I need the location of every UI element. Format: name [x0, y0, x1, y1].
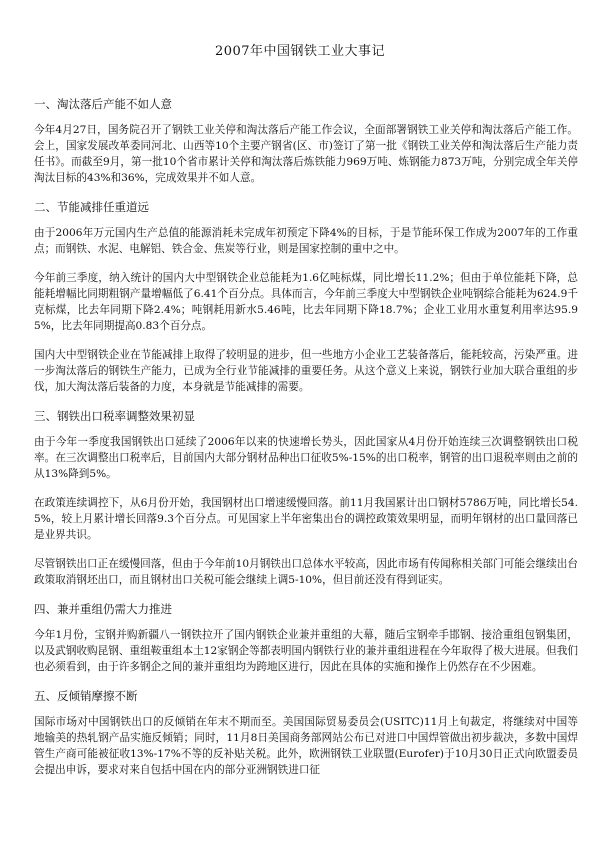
section-heading: 一、淘汰落后产能不如人意: [34, 97, 172, 111]
paragraph: 今年1月份，宝钢并购新疆八一钢铁拉开了国内钢铁企业兼并重组的大幕，随后宝钢牵手邯钢、接洽重组包钢集团，以及武钢收购昆钢、重组鞍重组本土12家钢企等都表明国内钢铁行业的兼并重组进程在今年取得了极大进展。但我们也必须看到，由于许多钢企之间的兼并重组均为跨地区进行，因此在具体的实施和操作上仍然存在不少困难。: [34, 629, 578, 673]
paragraph: 尽管钢铁出口正在缓慢回落，但由于今年前10月钢铁出口总体水平较高，因此市场有传闻称相关部门可能会继续出台政策取消钢坯出口，而且钢材出口关税可能会继续上调5-10%，但目前还没有得到证实。: [34, 558, 578, 586]
section-heading: 五、反倾销摩擦不断: [34, 689, 138, 703]
paragraph: 国内大中型钢铁企业在节能减排上取得了较明显的进步，但一些地方小企业工艺装备落后，能耗较高，污染严重。进一步淘汰落后的钢铁生产能力，已成为全行业节能减排的重要任务。从这个意义上来说，钢铁行业加大联合重组的步伐，加大淘汰落后装备的力度，本身就是节能减排的需要。: [34, 349, 578, 393]
section-5: [34, 688, 578, 778]
paragraph: 在政策连续调控下，从6月份开始，我国钢材出口增速缓慢回落。前11月我国累计出口钢材5786万吨，同比增长54.5%，较上月累计增长回落9.3个百分点。可见国家上半年密集出台的调控政策效果明显，而明年钢材的出口量回落已是业界共识。: [34, 497, 578, 541]
paragraph: 今年前三季度，纳入统计的国内大中型钢铁企业总能耗为1.6亿吨标煤，同比增长11.2%；但由于单位能耗下降，总能耗增幅比同期粗钢产量增幅低了6.41个百分点。具体而言，今年前三季度大中型钢铁企业吨钢综合能耗为624.9千克标煤，比去年同期下降2.4%；吨钢耗用新水5.46吨，比去年同期下降18.7%；企业工业用水重复利用率达95.95%，比去年同期提高0.83个百分点。: [34, 272, 578, 332]
section-heading: 三、钢铁出口税率调整效果初显: [34, 409, 195, 423]
paragraph: 今年4月27日，国务院召开了钢铁工业关停和淘汰落后产能工作会议，全面部署钢铁工业关停和淘汰落后产能工作。会上，国家发展改革委同河北、山西等10个主要产钢省(区、市)签订了第一批《钢铁工业关停和淘汰落后生产能力责任书》。而截至9月，第一批10个省市累计关停和淘汰落后炼铁能力969万吨、炼钢能力873万吨，分别完成全年关停淘汰目标的43%和36%，完成效果并不如人意。: [34, 124, 578, 184]
paragraph: 由于2006年万元国内生产总值的能源消耗未完成年初预定下降4%的目标，于是节能环保工作成为2007年的工作重点；而钢铁、水泥、电解铝、铁合金、焦炭等行业，则是国家控制的重中之中。: [34, 227, 578, 255]
section-4: [34, 601, 578, 675]
paragraph: 国际市场对中国钢铁出口的反倾销在年末不期而至。美国国际贸易委员会(USITC)11月上旬裁定，将继续对中国等地输美的热轧钢产品实施反倾销；同时，11月8日美国商务部网站公布已对进口中国焊管做出初步裁决，多数中国焊管生产商可能被征收13%-17%不等的反补贴关税。此外，欧洲钢铁工业联盟(Eurofer)于10月30日正式向欧盟委员会提出申诉，要求对来自包括中国在内的部分亚洲钢铁进口征: [34, 716, 578, 776]
section-1: [34, 96, 578, 186]
paragraph: 由于今年一季度我国钢铁出口延续了2006年以来的快速增长势头，因此国家从4月份开始连续三次调整钢铁出口税率。在三次调整出口税率后，目前国内大部分钢材品种出口征收5%-15%的出口税率，钢管的出口退税率则由之前的从13%降到5%。: [34, 436, 578, 480]
section-3: [34, 408, 578, 588]
document-body: [34, 96, 578, 791]
document-title: 2007年中国钢铁工业大事记: [214, 44, 386, 59]
section-2: [34, 199, 578, 395]
section-heading: 二、节能减排任重道远: [34, 200, 149, 214]
section-heading: 四、兼并重组仍需大力推进: [34, 602, 172, 616]
